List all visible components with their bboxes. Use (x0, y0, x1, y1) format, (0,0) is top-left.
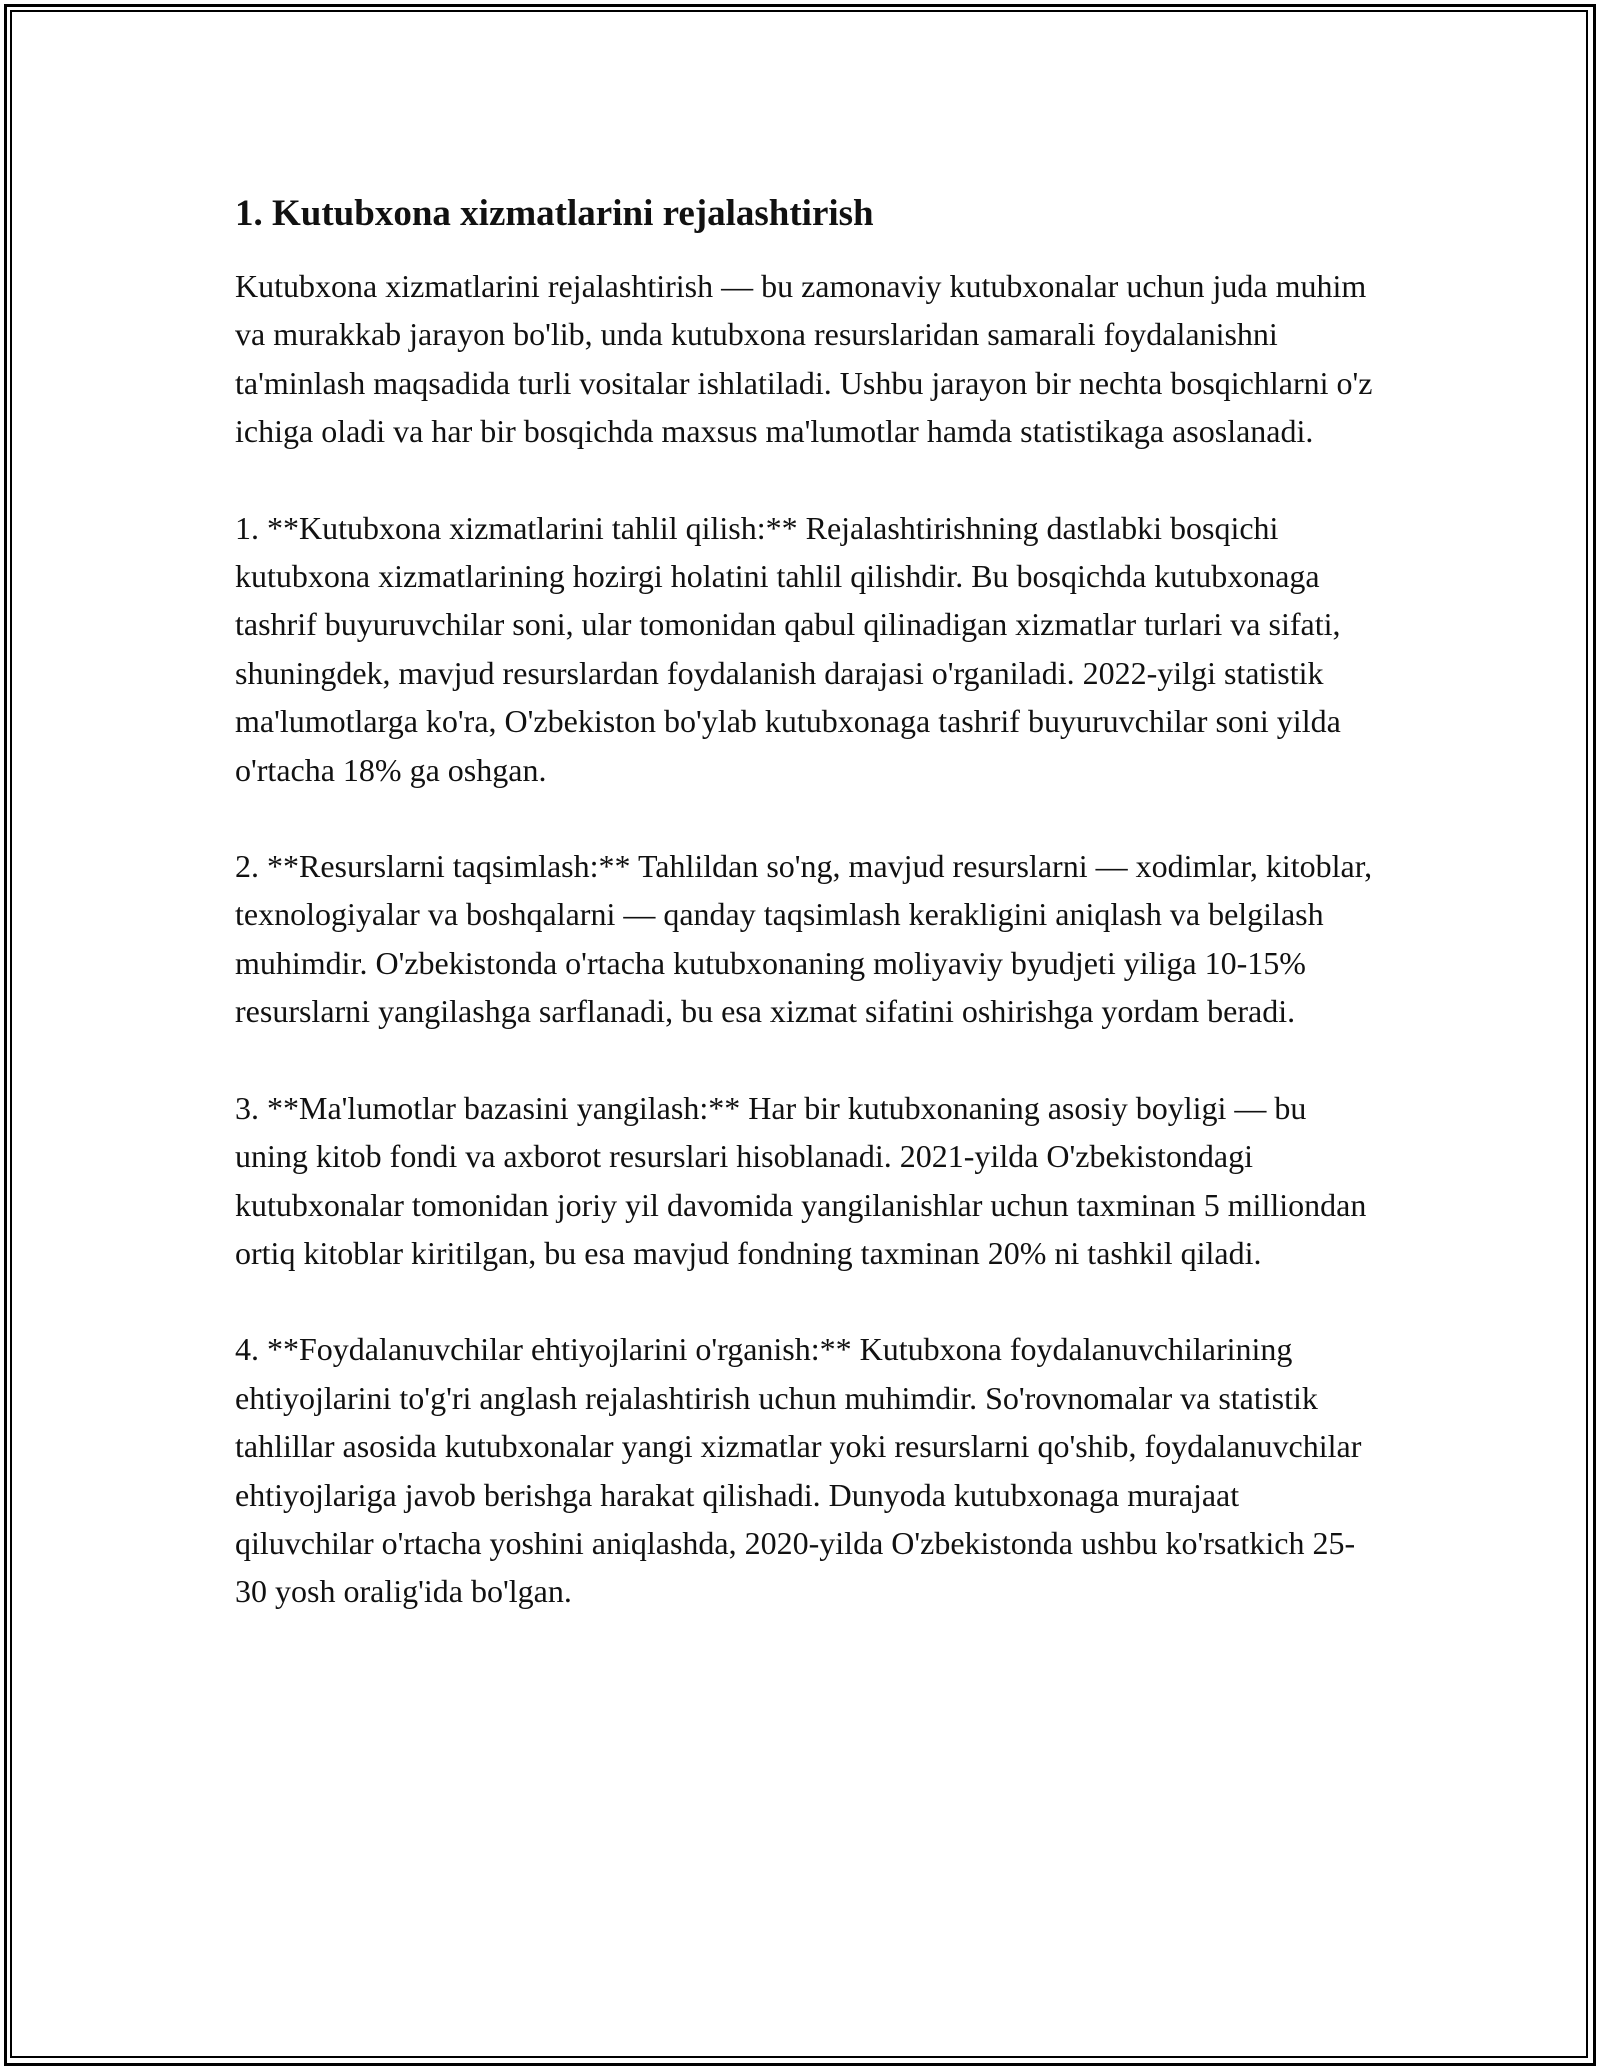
paragraph-service-analysis: 1. **Kutubxona xizmatlarini tahlil qilish:** Rejalashtirishning dastlabki bosqichi kutubxona xizmatlarining hozirgi holatini tahlil qilishdir. Bu bosqichda kutubxonaga tashrif buyuruvchilar soni, ular tomonidan qabul qilinadigan xizmatlar turlari va sifati, shuningdek, mavjud resurslardan foydalanish darajasi o'rganiladi. 2022-yilgi statistik ma'lumotlarga ko'ra, O'zbekiston bo'ylab kutubxonaga tashrif buyuruvchilar soni yilda o'rtacha 18% ga oshgan. (235, 509, 1341, 788)
paragraph-database-update: 3. **Ma'lumotlar bazasini yangilash:** Har bir kutubxonaning asosiy boyligi — bu uning kitob fondi va axborot resurslari hisoblanadi. 2021-yilda O'zbekistondagi kutubxonalar tomonidan joriy yil davomida yangilanishlar uchun taxminan 5 milliondan ortiq kitoblar kiritilgan, bu esa mavjud fondning taxminan 20% ni tashkil qiladi. (235, 1089, 1367, 1271)
intro-paragraph: Kutubxona xizmatlarini rejalashtirish — bu zamonaviy kutubxonalar uchun juda muhim va murakkab jarayon bo'lib, unda kutubxona resurslaridan samarali foydalanishni ta'minlash maqsadida turli vositalar ishlatiladi. Ushbu jarayon bir nechta bosqichlarni o'z ichiga oladi va har bir bosqichda maxsus ma'lumotlar hamda statistikaga asoslanadi. (235, 268, 1373, 450)
paragraph-resource-allocation: 2. **Resurslarni taqsimlash:** Tahlildan so'ng, mavjud resurslarni — xodimlar, kitoblar, texnologiyalar va boshqalarni — qanday taqsimlash kerakligini aniqlash va belgilash muhimdir. O'zbekistonda o'rtacha kutubxonaning moliyaviy byudjeti yiliga 10-15% resurslarni yangilashga sarflanadi, bu esa xizmat sifatini oshirishga yordam beradi. (235, 848, 1373, 1030)
paragraph-user-needs: 4. **Foydalanuvchilar ehtiyojlarini o'rganish:** Kutubxona foydalanuvchilarining ehtiyojlarini to'g'ri anglash rejalashtirish uchun muhimdir. So'rovnomalar va statistik tahlillar asosida kutubxonalar yangi xizmatlar yoki resurslarni qo'shib, foydalanuvchilar ehtiyojlariga javob berishga harakat qilishadi. Dunyoda kutubxonaga murajaat qiluvchilar o'rtacha yoshini aniqlashda, 2020-yilda O'zbekistonda ushbu ko'rsatkich 25-30 yosh oralig'ida bo'lgan. (235, 1331, 1362, 1610)
section-title: 1. Kutubxona xizmatlarini rejalashtirish (235, 193, 874, 234)
document-body (235, 186, 1375, 1664)
